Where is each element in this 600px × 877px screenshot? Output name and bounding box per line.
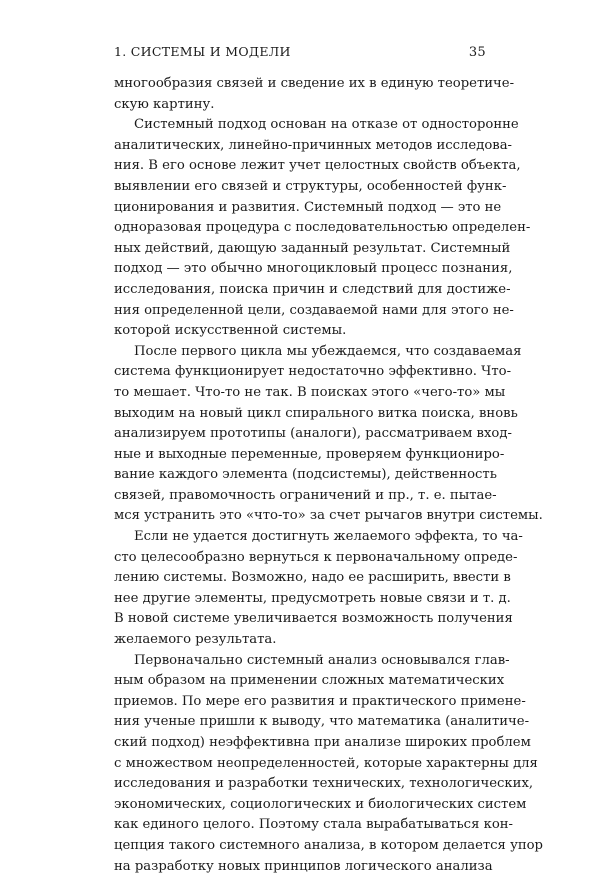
text-line: то мешает. Что-то не так. В поисках этого «чего-то» мы bbox=[114, 384, 506, 400]
text-line: ский подход) неэффективна при анализе широких проблем bbox=[114, 735, 531, 750]
text-line: Первоначально системный анализ основывался глав- bbox=[134, 652, 510, 668]
page-number: 35 bbox=[468, 45, 486, 60]
text-line: Системный подход основан на отказе от односторонне bbox=[134, 117, 519, 133]
text-line: экономических, социологических и биологических систем bbox=[114, 796, 527, 812]
text-line: ния ученые пришли к выводу, что математика (аналитиче- bbox=[114, 714, 530, 730]
text-line: Если не удается достигнуть желаемого эффекта, то ча- bbox=[134, 529, 523, 545]
book-page bbox=[114, 44, 543, 877]
text-line: нее другие элементы, предусмотреть новые связи и т. д. bbox=[114, 590, 511, 606]
text-line: ных действий, дающую заданный результат. Системный bbox=[114, 240, 511, 256]
text-line: как единого целого. Поэтому стала вырабатываться кон- bbox=[114, 817, 514, 833]
text-line: анализируем прототипы (аналоги), рассматриваем вход- bbox=[114, 426, 512, 442]
text-line: мся устранить это «что-то» за счет рычагов внутри системы. bbox=[114, 508, 543, 524]
text-line: связей, правомочность ограничений и пр., т. е. пытае- bbox=[114, 487, 497, 503]
text-line: подход — это обычно многоцикловый процесс познания, bbox=[114, 261, 513, 277]
text-line: сто целесообразно вернуться к первоначальному опреде- bbox=[114, 549, 518, 565]
text-line: исследования и разработки технических, технологических, bbox=[114, 776, 534, 792]
text-line: на разработку новых принципов логического анализа bbox=[114, 858, 493, 874]
text-line: После первого цикла мы убеждаемся, что создаваемая bbox=[134, 343, 522, 359]
text-line: ния. В его основе лежит учет целостных свойств объекта, bbox=[114, 158, 521, 174]
text-line: выходим на новый цикл спирального витка поиска, вновь bbox=[114, 405, 518, 421]
text-line: цепция такого системного анализа, в котором делается упор bbox=[114, 837, 543, 853]
text-line: многообразия связей и сведение их в единую теоретиче- bbox=[114, 76, 515, 91]
text-line: ные и выходные переменные, проверяем функциониро- bbox=[114, 446, 505, 462]
text-line: исследования, поиска причин и следствий для достиже- bbox=[114, 281, 511, 297]
text-line: система функционирует недостаточно эффективно. Что- bbox=[114, 364, 512, 380]
text-line: скую картину. bbox=[114, 96, 215, 112]
text-line: с множеством неопределенностей, которые характерны для bbox=[114, 755, 538, 771]
text-line: аналитических, линейно-причинных методов исследова- bbox=[114, 137, 513, 153]
text-line: лению системы. Возможно, надо ее расширить, ввести в bbox=[114, 570, 511, 586]
text-line: ционирования и развития. Системный подход — это не bbox=[114, 199, 502, 215]
text-line: вание каждого элемента (подсистемы), действенность bbox=[114, 467, 497, 483]
text-line: выявлении его связей и структуры, особенностей функ- bbox=[114, 178, 507, 194]
text-line: приемов. По мере его развития и практического примене- bbox=[114, 693, 526, 709]
body-text bbox=[114, 74, 543, 877]
text-line: ния определенной цели, создаваемой нами для этого не- bbox=[114, 302, 514, 318]
chapter-title: 1. СИСТЕМЫ И МОДЕЛИ bbox=[114, 44, 291, 59]
text-line: ным образом на применении сложных математических bbox=[114, 673, 505, 689]
text-line: одноразовая процедура с последовательностью определен- bbox=[114, 220, 531, 236]
text-line: В новой системе увеличивается возможность получения bbox=[114, 611, 513, 627]
text-line: желаемого результата. bbox=[114, 632, 277, 648]
text-line: которой искусственной системы. bbox=[114, 323, 347, 339]
running-head bbox=[114, 44, 486, 64]
